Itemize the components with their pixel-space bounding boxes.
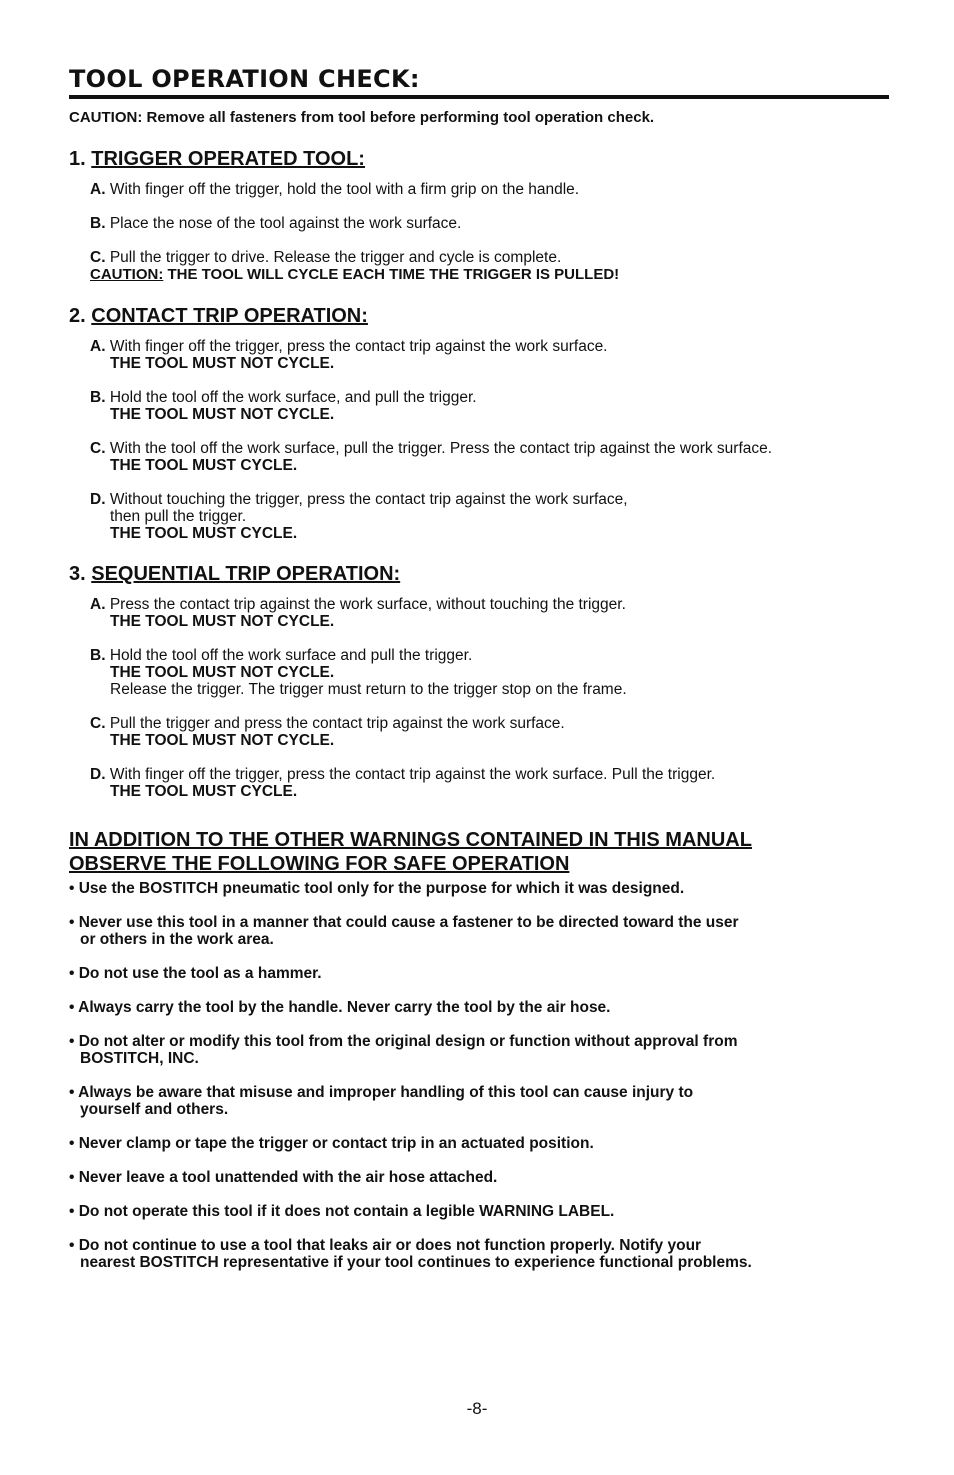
section-trigger-operated [69, 147, 889, 284]
warnings-heading [69, 828, 889, 876]
warning-item [69, 1135, 889, 1152]
step-item [90, 389, 889, 423]
warning-text: • Never clamp or tape the trigger or contact trip in an actuated position. [69, 1135, 594, 1152]
section-heading [69, 147, 889, 171]
step-text-continued: then pull the trigger. [110, 508, 247, 525]
section-title: CONTACT TRIP OPERATION: [91, 305, 368, 327]
step-letter: D. [90, 766, 106, 783]
step-list [90, 338, 889, 542]
warnings-heading-line-2: OBSERVE THE FOLLOWING FOR SAFE OPERATION [69, 853, 570, 875]
step-letter: B. [90, 647, 106, 664]
step-letter: C. [90, 249, 106, 266]
warning-text-continued: BOSTITCH, INC. [80, 1050, 199, 1067]
step-result: THE TOOL MUST NOT CYCLE. [110, 406, 335, 423]
step-list [90, 181, 889, 266]
step-result: THE TOOL MUST CYCLE. [110, 783, 298, 800]
page-number: -8- [466, 1399, 488, 1418]
step-letter: A. [90, 596, 106, 613]
step-result: THE TOOL MUST NOT CYCLE. [110, 732, 335, 749]
caution-label: CAUTION: [90, 266, 164, 283]
step-item [90, 338, 889, 372]
step-text: Press the contact trip against the work surface, without touching the trigger. [109, 596, 626, 613]
warning-item [69, 1169, 889, 1186]
warning-text-continued: or others in the work area. [80, 931, 274, 948]
warning-text: • Do not continue to use a tool that leaks air or does not function properly. Notify your [69, 1237, 702, 1254]
step-item [90, 215, 889, 232]
section-number: 2. [69, 305, 86, 327]
step-text: Pull the trigger to drive. Release the trigger and cycle is complete. [109, 249, 562, 266]
step-item [90, 647, 889, 698]
page-title: TOOL OPERATION CHECK: [69, 64, 889, 99]
warning-item [69, 1237, 889, 1271]
step-item [90, 491, 889, 542]
section-number: 1. [69, 148, 86, 170]
step-letter: D. [90, 491, 106, 508]
warning-text: • Always be aware that misuse and improper handling of this tool can cause injury to [69, 1084, 694, 1101]
step-text: With finger off the trigger, press the contact trip against the work surface. [109, 338, 608, 355]
warning-item [69, 1033, 889, 1067]
warnings-heading-line-1: IN ADDITION TO THE OTHER WARNINGS CONTAINED IN THIS MANUAL [69, 829, 752, 851]
caution-remove-fasteners: CAUTION: Remove all fasteners from tool before performing tool operation check. [69, 109, 655, 126]
step-letter: A. [90, 181, 106, 198]
section-contact-trip [69, 304, 889, 542]
warning-item [69, 1203, 889, 1220]
step-result: THE TOOL MUST CYCLE. [110, 457, 298, 474]
section-heading [69, 562, 889, 586]
section-heading [69, 304, 889, 328]
section-title: TRIGGER OPERATED TOOL: [91, 148, 365, 170]
step-text-after: Release the trigger. The trigger must return to the trigger stop on the frame. [110, 681, 627, 698]
warning-text: • Always carry the tool by the handle. Never carry the tool by the air hose. [69, 999, 611, 1016]
step-result: THE TOOL MUST NOT CYCLE. [110, 355, 335, 372]
step-text: Place the nose of the tool against the work surface. [109, 215, 462, 232]
warning-item [69, 880, 889, 897]
step-item [90, 440, 889, 474]
step-list [90, 596, 889, 800]
step-item [90, 249, 889, 266]
step-item [90, 715, 889, 749]
warning-item [69, 999, 889, 1016]
warning-item [69, 1084, 889, 1118]
warning-text: • Use the BOSTITCH pneumatic tool only for the purpose for which it was designed. [69, 880, 685, 897]
section-sequential-trip [69, 562, 889, 800]
warning-text: • Do not alter or modify this tool from the original design or function without approval from [69, 1033, 738, 1050]
warning-text: • Never use this tool in a manner that could cause a fastener to be directed toward the user [69, 914, 739, 931]
warning-text: • Do not operate this tool if it does not contain a legible WARNING LABEL. [69, 1203, 615, 1220]
step-item [90, 766, 889, 800]
manual-page [69, 64, 889, 1288]
step-letter: C. [90, 440, 106, 457]
step-text: With finger off the trigger, press the contact trip against the work surface. Pull the trigger. [109, 766, 716, 783]
warning-list [69, 880, 889, 1271]
step-text: With the tool off the work surface, pull the trigger. Press the contact trip against the work surface. [109, 440, 773, 457]
step-letter: C. [90, 715, 106, 732]
step-text: Pull the trigger and press the contact trip against the work surface. [109, 715, 565, 732]
warning-item [69, 914, 889, 948]
safety-warnings [69, 828, 889, 1271]
warning-item [69, 965, 889, 982]
caution-cycle-warning [90, 266, 889, 284]
step-letter: B. [90, 215, 106, 232]
warning-text: • Never leave a tool unattended with the air hose attached. [69, 1169, 498, 1186]
step-text: With finger off the trigger, hold the tool with a firm grip on the handle. [109, 181, 580, 198]
caution-text: THE TOOL WILL CYCLE EACH TIME THE TRIGGER IS PULLED! [163, 266, 620, 283]
step-letter: B. [90, 389, 106, 406]
step-item [90, 596, 889, 630]
step-text: Without touching the trigger, press the contact trip against the work surface, [109, 491, 628, 508]
step-item [90, 181, 889, 198]
warning-text-continued: nearest BOSTITCH representative if your tool continues to experience functional problems. [80, 1254, 752, 1271]
step-text: Hold the tool off the work surface, and pull the trigger. [109, 389, 477, 406]
section-title: SEQUENTIAL TRIP OPERATION: [91, 563, 401, 585]
step-result: THE TOOL MUST CYCLE. [110, 525, 298, 542]
section-number: 3. [69, 563, 86, 585]
step-text: Hold the tool off the work surface and pull the trigger. [109, 647, 473, 664]
step-letter: A. [90, 338, 106, 355]
warning-text: • Do not use the tool as a hammer. [69, 965, 322, 982]
warning-text-continued: yourself and others. [80, 1101, 229, 1118]
step-result: THE TOOL MUST NOT CYCLE. [110, 613, 335, 630]
step-result: THE TOOL MUST NOT CYCLE. [110, 664, 335, 681]
